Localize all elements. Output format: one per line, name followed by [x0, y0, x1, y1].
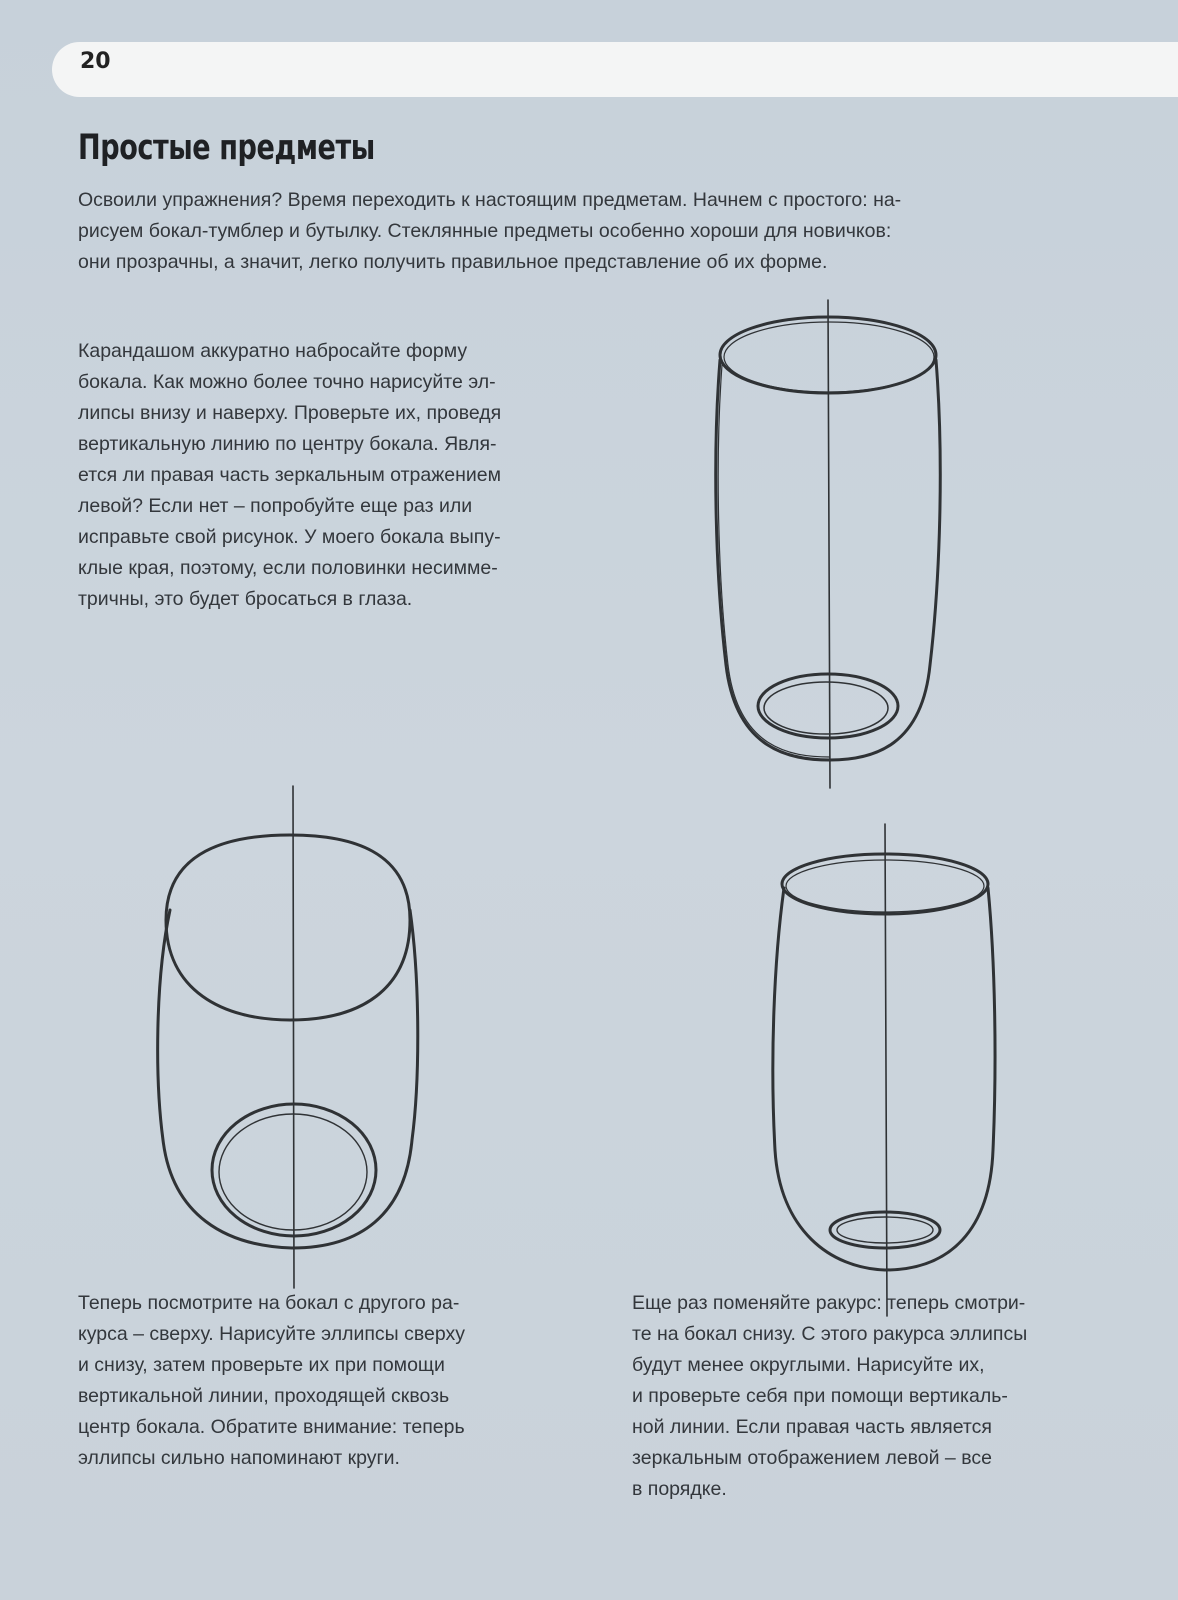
step-3-text: Еще раз поменяйте ракурс: теперь смотри- те на бокал снизу. С этого ракурса эллипсы будут менее округлыми. Нарисуйте их, и проверьте себя при помощи вертикаль- ной линии. Если правая часть является зеркальным отображением левой – все в порядке.: [632, 1292, 1028, 1500]
step-1-text: Карандашом аккуратно набросайте форму бокала. Как можно более точно нарисуйте эл- липсы внизу и наверху. Проверьте их, проведя вертикальную линию по центру бокала. Явля- ется ли правая часть зеркальным отражением левой? Если нет – попробуйте еще раз или исправьте свой рисунок. У моего бокала выпу- клые края, поэтому, если половинки несимме- тричны, это будет бросаться в глаза.: [78, 340, 502, 610]
top-ellipse: [166, 835, 410, 1020]
page-number: 20: [80, 49, 111, 74]
page-title: Простые предметы: [78, 128, 375, 168]
glass-body: [158, 910, 418, 1248]
center-line: [828, 300, 830, 788]
glass-body-sketch-line: [718, 365, 830, 757]
intro-paragraph: Освоили упражнения? Время переходить к настоящим предметам. Начнем с простого: на- рисуем бокал-тумблер и бутылку. Стеклянные предметы особенно хороши для новичков: они прозрачны, а значит, легко получить правильное представление об их форме.: [78, 189, 902, 273]
bottom-ellipse-inner: [764, 682, 888, 734]
bottom-ellipse: [758, 674, 898, 738]
glass-sketch-side-view: [716, 300, 941, 788]
glass-sketch-top-view: [158, 786, 418, 1288]
center-line: [885, 824, 887, 1316]
bottom-ellipse-inner: [837, 1217, 933, 1243]
glass-sketch-bottom-view: [773, 824, 995, 1316]
step-2-text: Теперь посмотрите на бокал с другого ра- курса – сверху. Нарисуйте эллипсы сверху и снизу, затем проверьте их при помощи вертикальной линии, проходящей сквозь центр бокала. Обратите внимание: теперь эллипсы сильно напоминают круги.: [78, 1292, 465, 1469]
center-line: [293, 786, 294, 1288]
